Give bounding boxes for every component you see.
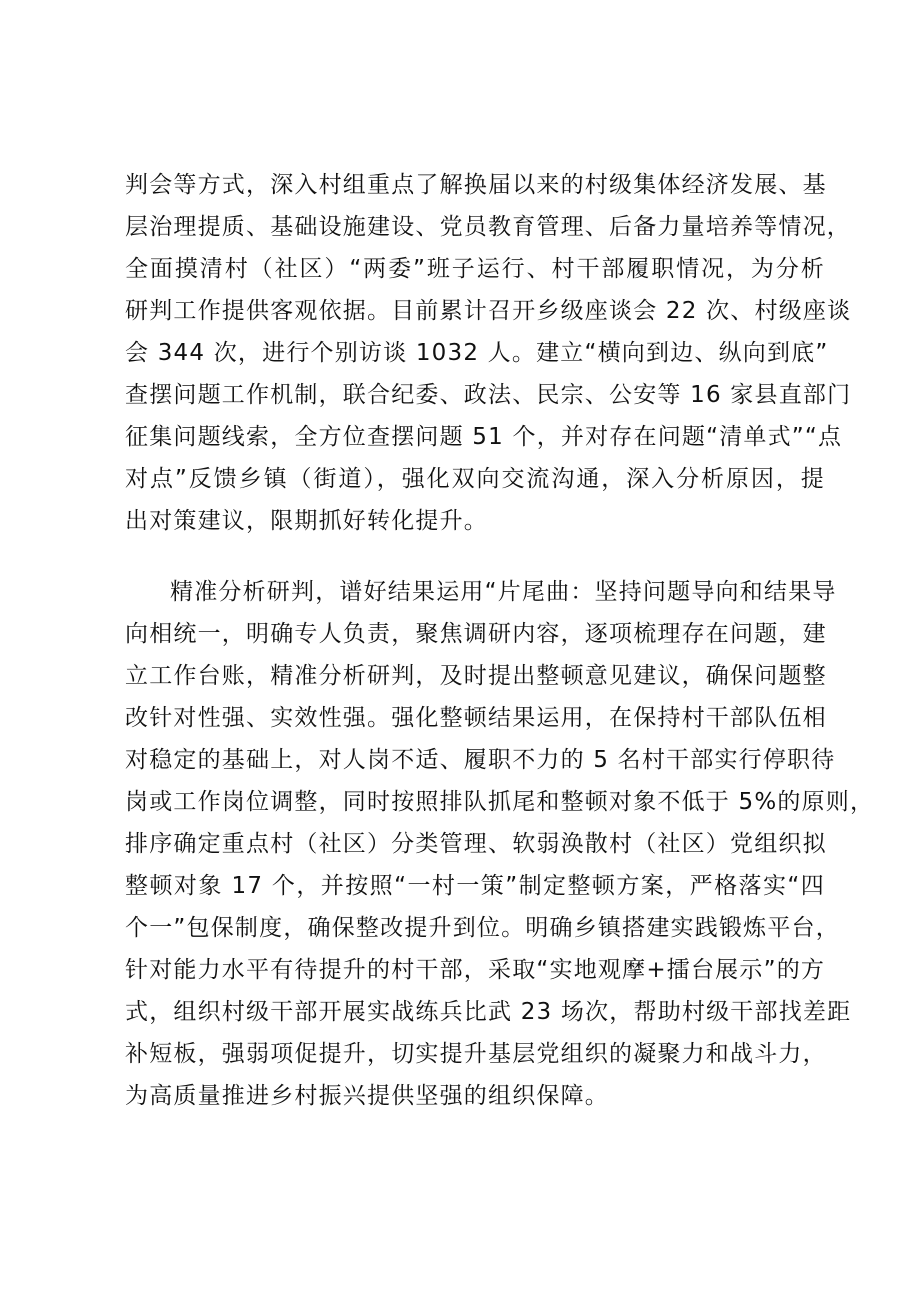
text-line: 个一”包保制度，确保整改提升到位。明确乡镇搭建实践锻炼平台， (125, 915, 840, 941)
text-line: 研判工作提供客观依据。目前累计召开乡级座谈会 22 次、村级座谈 (125, 298, 852, 324)
text-line: 改针对性强、实效性强。强化整顿结果运用，在保持村干部队伍相 (125, 705, 827, 731)
text-line: 为高质量推进乡村振兴提供坚强的组织保障。 (125, 1083, 609, 1109)
paragraph-2 (125, 571, 875, 1117)
text-line: 会 344 次，进行个别访谈 1032 人。建立“横向到边、纵向到底” (125, 340, 829, 366)
paragraph-1 (125, 164, 852, 542)
text-line: 判会等方式，深入村组重点了解换届以来的村级集体经济发展、基 (125, 172, 827, 198)
text-line: 层治理提质、基础设施建设、党员教育管理、后备力量培养等情况， (125, 214, 851, 240)
text-line: 式，组织村级干部开展实战练兵比武 23 场次，帮助村级干部找差距 (125, 999, 852, 1025)
text-line: 精准分析研判，谱好结果运用“片尾曲：坚持问题导向和结果导 (170, 579, 837, 605)
text-line: 岗或工作岗位调整，同时按照排队抓尾和整顿对象不低于 5%的原则， (125, 789, 875, 815)
text-line: 对稳定的基础上，对人岗不适、履职不力的 5 名村干部实行停职待 (125, 747, 836, 773)
text-line: 对点”反馈乡镇（街道），强化双向交流沟通，深入分析原因，提 (125, 466, 825, 492)
text-line: 出对策建议，限期抓好转化提升。 (125, 508, 488, 534)
text-line: 征集问题线索，全方位查摆问题 51 个，并对存在问题“清单式”“点 (125, 424, 843, 450)
text-line: 查摆问题工作机制，联合纪委、政法、民宗、公安等 16 家县直部门 (125, 382, 852, 408)
text-line: 补短板，强弱项促提升，切实提升基层党组织的凝聚力和战斗力， (125, 1041, 827, 1067)
text-line: 排序确定重点村（社区）分类管理、软弱涣散村（社区）党组织拟 (125, 831, 827, 857)
text-line: 向相统一，明确专人负责，聚焦调研内容，逐项梳理存在问题，建 (125, 621, 827, 647)
text-line: 针对能力水平有待提升的村干部，采取“实地观摩+擂台展示”的方 (125, 957, 826, 983)
text-line: 全面摸清村（社区）“两委”班子运行、村干部履职情况，为分析 (125, 256, 825, 282)
text-line: 整顿对象 17 个，并按照“一村一策”制定整顿方案，严格落实“四 (125, 873, 825, 899)
text-line: 立工作台账，精准分析研判，及时提出整顿意见建议，确保问题整 (125, 663, 827, 689)
